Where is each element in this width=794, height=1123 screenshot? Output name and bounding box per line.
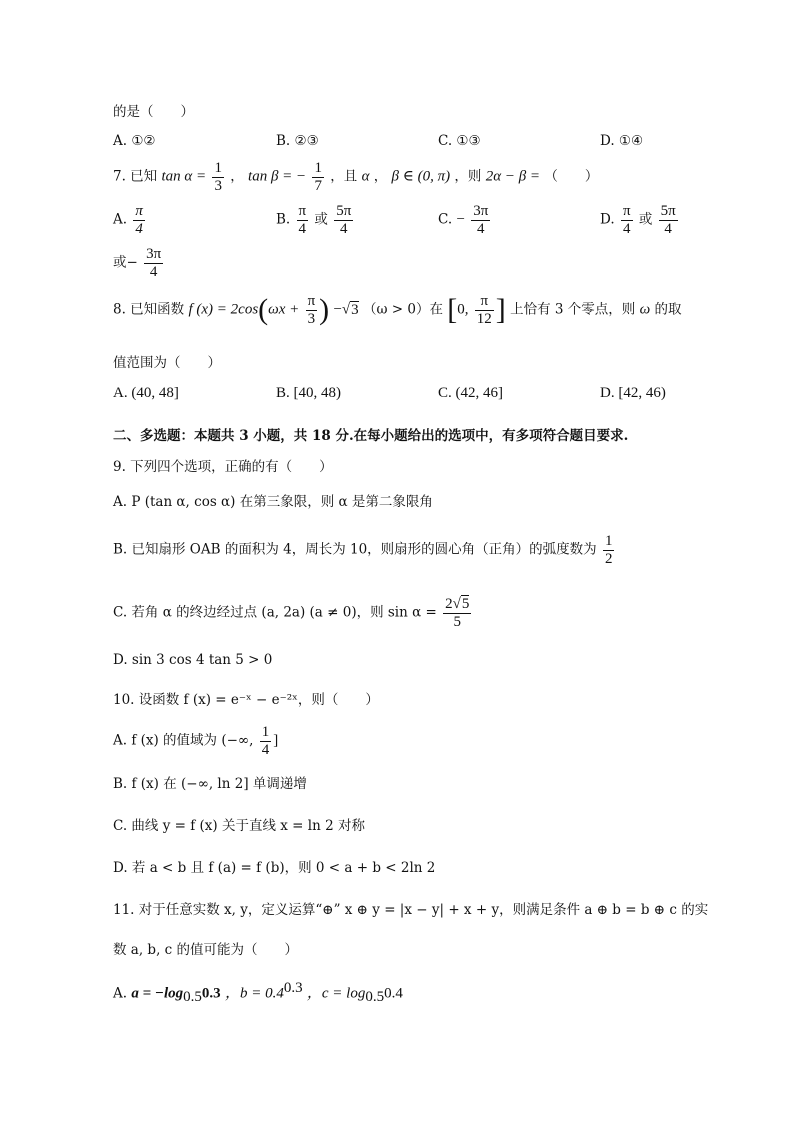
q8-option-d: D. [42, 46) — [600, 385, 666, 401]
section-heading: 二、多选题：本题共 3 小题，共 18 分.在每小题给出的选项中，有多项符合题目要求. — [113, 428, 629, 444]
q8-option-b: B. [40, 48) — [276, 385, 341, 401]
q8-stem: 8. 已知函数 f (x) = 2cos(ωx + $\frac{\pi}{3}$ ) −√3 （ω > 0）在 [0, $\frac{\pi}{12}$ ] 上恰有 3 个零点，则 ω 的取 — [113, 293, 682, 327]
q11-option-a: A. $a = -\log_{0.5}0.3$ ，$b = 0.4^{0.3}$ ，$c = \log_{0.5}0.4$ — [113, 980, 403, 1006]
q10-option-d: D. 若 a < b 且 f (a) = f (b)，则 0 < a + b < 2ln 2 — [113, 860, 436, 876]
q8-option-a: A. (40, 48] — [113, 385, 179, 401]
q7-option-c: C. − $\frac{3\pi}{4}$ — [438, 203, 489, 237]
continuation-text: 的是（ ） — [113, 104, 194, 120]
q7-stem: 7. 已知 tan α = $\frac{1}{3}$ ， tan β = − $\frac{1}{7}$ ，且 α ， β ∈ (0, π) ，则 2α − β = （ ） — [113, 160, 599, 194]
q10-option-a: A. f (x) 的值域为 (−∞, $\frac{1}{4}$ ] — [113, 724, 279, 758]
q6-option-a: A. ①② — [113, 133, 156, 149]
q6-option-b: B. ②③ — [276, 133, 319, 149]
q10-option-c: C. 曲线 y = f (x) 关于直线 x = ln 2 对称 — [113, 818, 365, 834]
q9-option-c: C. 若角 α 的终边经过点 (a, 2a) (a ≠ 0)，则 sin α = $\frac{2√5}{5}$ — [113, 596, 470, 630]
q7-option-d: D. $\frac{\pi}{4}$ 或 $\frac{5\pi}{4}$ — [600, 203, 676, 237]
q8-stem-line2: 值范围为（ ） — [113, 355, 221, 371]
q10-option-b: B. f (x) 在 (−∞, ln 2] 单调递增 — [113, 776, 307, 792]
q6-option-d: D. ①④ — [600, 133, 644, 149]
q7-option-d-continued: 或− $\frac{3\pi}{4}$ — [113, 246, 162, 280]
q11-stem-line2: 数 a, b, c 的值可能为（ ） — [113, 942, 298, 958]
q9-option-a: A. P (tan α, cos α) 在第三象限，则 α 是第二象限角 — [113, 494, 433, 510]
q11-stem: 11. 对于任意实数 x, y，定义运算“⊕” x ⊕ y = |x − y| + x + y，则满足条件 a ⊕ b = b ⊕ c 的实 — [113, 902, 709, 918]
q7-option-a: A. $\frac{\pi}{4}$ — [113, 203, 143, 237]
q9-option-d: D. sin 3 cos 4 tan 5 > 0 — [113, 652, 273, 668]
q10-stem: 10. 设函数 f (x) = e⁻ˣ − e⁻²ˣ，则（ ） — [113, 692, 379, 708]
q6-option-c: C. ①③ — [438, 133, 481, 149]
q8-option-c: C. (42, 46] — [438, 385, 503, 401]
q9-option-b: B. 已知扇形 OAB 的面积为 4，周长为 10，则扇形的圆心角（正角）的弧度数为 $\frac{1}{2}$ — [113, 533, 613, 567]
q7-option-b: B. $\frac{\pi}{4}$ 或 $\frac{5\pi}{4}$ — [276, 203, 352, 237]
q9-stem: 9. 下列四个选项，正确的有（ ） — [113, 459, 333, 475]
